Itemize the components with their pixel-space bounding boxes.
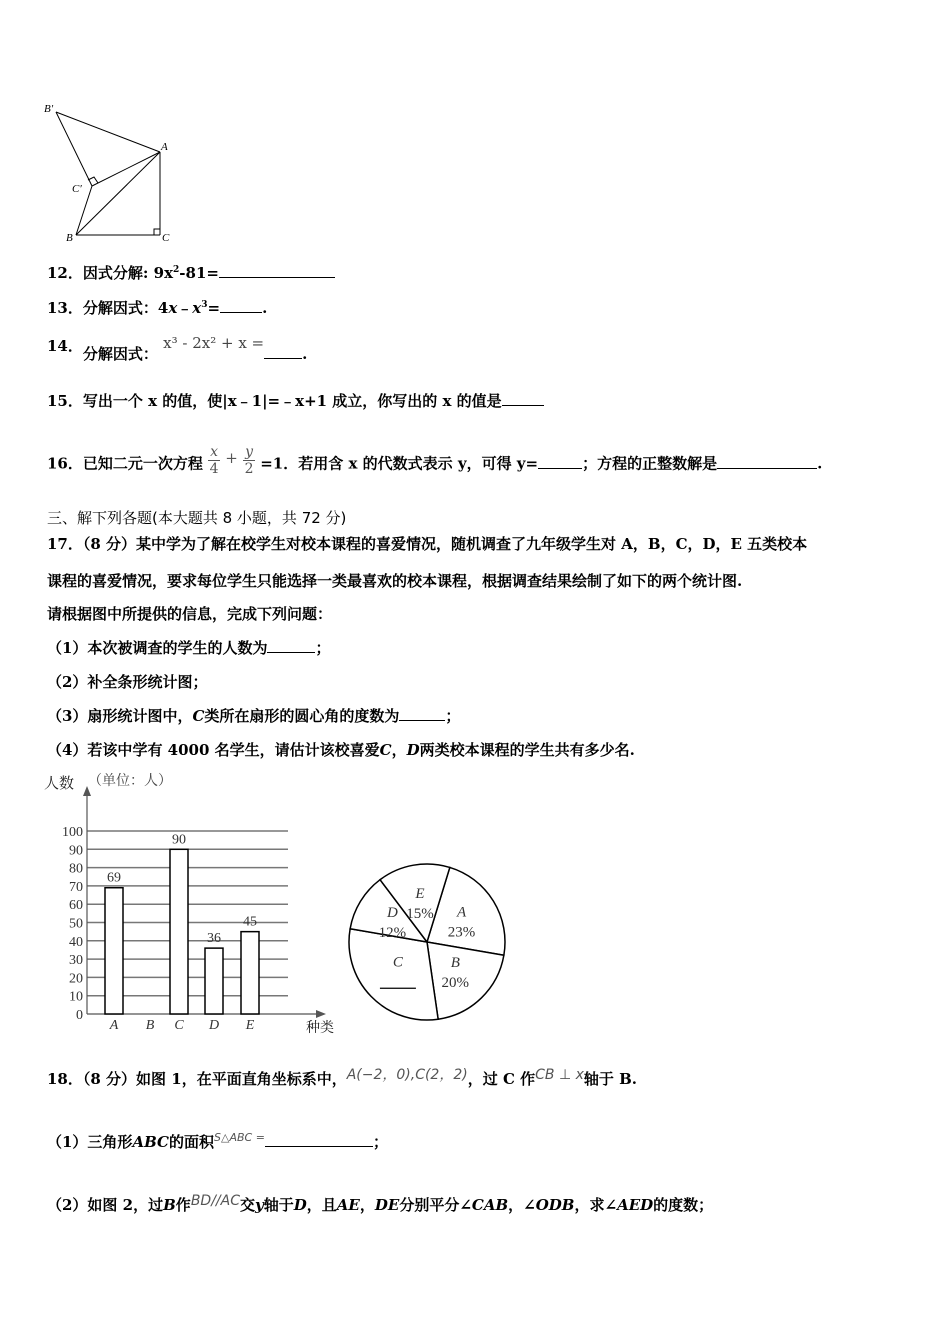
- question-17-sub2: （2）补全条形统计图；: [47, 673, 208, 691]
- answer-blank[interactable]: [265, 1132, 373, 1147]
- slice-label: E: [415, 886, 425, 903]
- data-label: 69: [107, 870, 121, 886]
- slice-percent: 20%: [441, 975, 470, 992]
- answer-blank[interactable]: [399, 706, 445, 721]
- math-expression: x³ - 2x² + x =: [163, 334, 265, 352]
- y-tick-label: 70: [69, 879, 83, 895]
- x-axis-arrow: [316, 1010, 326, 1018]
- slice-percent: 23%: [447, 924, 476, 941]
- label-bprime: B′: [44, 103, 54, 115]
- math-perpendicular: CB ⊥ x: [535, 1067, 584, 1083]
- data-label: 90: [172, 832, 186, 848]
- label-a: A: [161, 141, 168, 153]
- question-14: 14．分解因式： x³ - 2x² + x =.: [47, 334, 308, 363]
- question-18: 18．（8 分）如图 1，在平面直角坐标系中，A(−2，0),C(2，2)，过 C 作CB ⊥ x轴于 B.: [47, 1067, 637, 1088]
- bar-A: [105, 888, 123, 1014]
- y-tick-label: 10: [69, 989, 83, 1005]
- answer-blank[interactable]: [267, 638, 315, 653]
- category-label: E: [245, 1018, 255, 1033]
- slice-label: A: [456, 904, 467, 921]
- answer-blank[interactable]: [502, 391, 544, 406]
- question-17-line2: 课程的喜爱情况，要求每位学生只能选择一类最喜欢的校本课程，根据调查结果绘制了如下的两个统计图.: [47, 572, 743, 590]
- question-18-sub2: （2）如图 2，过B作BD//AC交y轴于D，且AE，DE分别平分∠CAB，∠ODB，求∠AED的度数；: [47, 1193, 714, 1214]
- slice-percent: 12%: [378, 924, 407, 941]
- fraction-y-over-2: $\frac{y}{2}$: [244, 444, 254, 477]
- y-axis-label: 人数: [44, 776, 75, 792]
- bar-D: [205, 948, 223, 1014]
- question-18-sub1: （1）三角形ABC的面积$^{S\triangle ABC =}$ ；: [47, 1131, 388, 1151]
- y-tick-label: 30: [69, 953, 83, 969]
- bar-C: [170, 849, 188, 1014]
- answer-blank[interactable]: [264, 344, 302, 359]
- answer-blank[interactable]: [219, 263, 335, 278]
- y-tick-label: 20: [69, 971, 83, 987]
- section-title: 三、解下列各题(本大题共 8 小题，共 72 分): [47, 509, 347, 527]
- data-label: 45: [243, 914, 257, 930]
- bar-E: [241, 932, 259, 1014]
- question-17-sub3: （3）扇形统计图中，C类所在扇形的圆心角的度数为 ；: [47, 707, 461, 725]
- unit-note: （单位：人）: [88, 774, 172, 789]
- question-17-line3: 请根据图中所提供的信息，完成下列问题：: [47, 605, 333, 623]
- slice-label: D: [386, 904, 398, 921]
- label-b: B: [66, 232, 73, 244]
- question-17-sub1: （1）本次被调查的学生的人数为 ；: [47, 639, 331, 657]
- pie-chart: [340, 855, 510, 1030]
- y-tick-label: 40: [69, 934, 83, 950]
- math-points: A(−2，0),C(2，2): [346, 1067, 468, 1083]
- answer-blank[interactable]: [220, 298, 262, 313]
- math-area: S△ABC =: [214, 1131, 265, 1144]
- y-tick-label: 0: [76, 1008, 83, 1023]
- y-tick-label: 90: [69, 843, 83, 859]
- y-tick-label: 80: [69, 861, 83, 877]
- question-12: 12．因式分解: $9x^2-81=$: [47, 262, 335, 283]
- category-label: D: [208, 1018, 220, 1033]
- triangle-figure: [40, 100, 180, 250]
- question-17-line1: 17．（8 分）某中学为了解在校学生对校本课程的喜爱情况，随机调查了九年级学生对 A，B，C，D，E 五类校本: [47, 535, 808, 553]
- x-axis-label: 种类: [306, 1021, 334, 1036]
- question-15: 15．写出一个 x 的值，使|x﹣1|=﹣x+1 成立，你写出的 x 的值是: [47, 390, 544, 411]
- label-cprime: C′: [72, 183, 82, 195]
- answer-blank[interactable]: [538, 454, 582, 469]
- category-label: A: [109, 1018, 119, 1033]
- y-tick-label: 50: [69, 916, 83, 932]
- slice-label: C: [392, 954, 403, 971]
- question-13: 13．分解因式：$4x﹣x^3=$ .: [47, 299, 268, 317]
- category-label: B: [145, 1018, 155, 1033]
- answer-blank[interactable]: [717, 454, 817, 469]
- question-17-sub4: （4）若该中学有 4000 名学生，请估计该校喜爱C，D两类校本课程的学生共有多少名.: [47, 741, 635, 759]
- y-tick-label: 100: [62, 825, 83, 840]
- slice-percent: 15%: [406, 906, 434, 923]
- y-tick-label: 60: [69, 898, 83, 914]
- data-label: 36: [207, 931, 221, 947]
- bar-chart: [40, 768, 350, 1040]
- fraction-x-over-4: $\frac{x}{4}$: [209, 444, 219, 477]
- category-label: C: [174, 1018, 184, 1033]
- label-c: C: [162, 232, 170, 244]
- pie-slice-C: [349, 929, 438, 1020]
- math-parallel: BD//AC: [190, 1193, 240, 1209]
- slice-label: B: [450, 955, 460, 972]
- question-16: 16．已知二元一次方程 $\frac{x}{4}$ + $\frac{y}{2}$ =1．若用含 x 的代数式表示 y，可得 y= ；方程的正整数解是 .: [47, 444, 823, 477]
